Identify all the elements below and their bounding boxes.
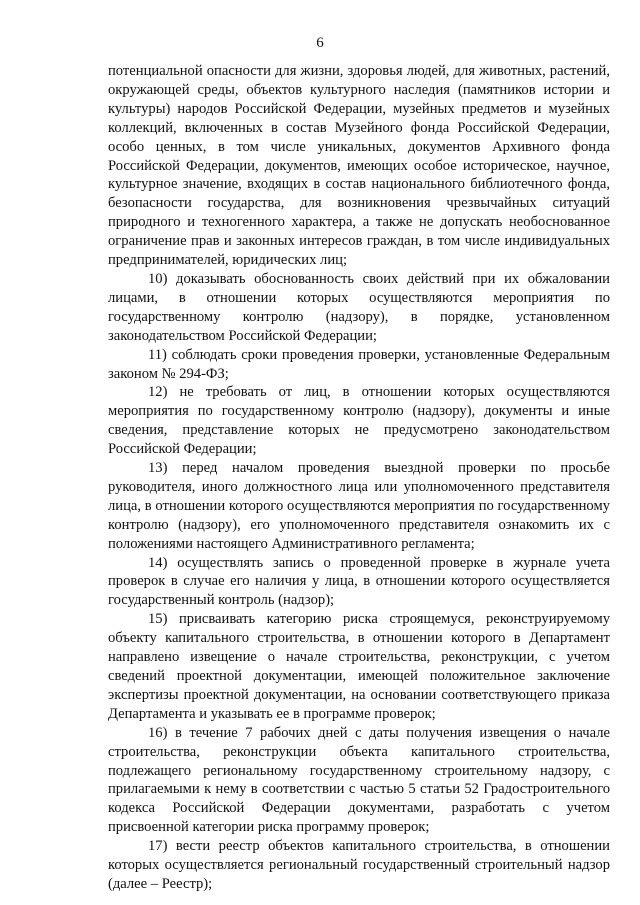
paragraph-item-16: 16) в течение 7 рабочих дней с даты получения извещения о начале строительства, реконструкции объекта капитального строительства, подлежащего региональному государственному строительному надзору, с прилагаемыми к нему в соответствии с частью 5 статьи 52 Градостроительного кодекса Российской Федерации документами, разработать с учетом присвоенной категории риска программу проверок; <box>108 724 610 836</box>
paragraph-item-14: 14) осуществлять запись о проведенной проверке в журнале учета проверок в случае его наличия у лица, в отношении которого осуществляется государственный контроль (надзор); <box>108 554 610 609</box>
paragraph-continuation: потенциальной опасности для жизни, здоровья людей, для животных, растений, окружающей среды, объектов культурного наследия (памятников истории и культуры) народов Российской Федерации, музейных предметов и музейных коллекций, включенных в состав Музейного фонда Российской Федерации, особо ценных, в том числе уникальных, документов Архивного фонда Российской Федерации, документов, имеющих особое историческое, научное, культурное значение, входящих в состав национального библиотечного фонда, безопасности государства, для возникновения чрезвычайных ситуаций природного и техногенного характера, а также не допускать необоснованное ограничение прав и законных интересов граждан, в том числе индивидуальных предпринимателей, юридических лиц; <box>108 63 610 269</box>
paragraph-item-11: 11) соблюдать сроки проведения проверки, установленные Федеральным законом № 294-ФЗ; <box>108 346 610 382</box>
paragraph-item-13: 13) перед началом проведения выездной проверки по просьбе руководителя, иного должностного лица или уполномоченного представителя лица, в отношении которого осуществляются мероприятия по государственному контролю (надзору), его уполномоченного представителя ознакомить их с положениями настоящего Административного регламента; <box>108 460 610 552</box>
paragraph-item-17: 17) вести реестр объектов капитального строительства, в отношении которых осуществляется региональный государственный строительный надзор (далее – Реестр); <box>108 838 610 892</box>
page-number: 6 <box>316 35 324 51</box>
paragraph-item-15: 15) присваивать категорию риска строящемуся, реконструируемому объекту капитального строительства, в отношении которого в Департамент направлено извещение о начале строительства, реконструкции, с учетом сведений проектной документации, имеющей положительное заключение экспертизы проектной документации, на основании соответствующего приказа Департамента и указывать ее в программе проверок; <box>108 611 610 722</box>
paragraph-item-12: 12) не требовать от лиц, в отношении которых осуществляются мероприятия по государственному контролю (надзору), документы и иные сведения, представление которых не предусмотрено законодательством Российской Федерации; <box>108 384 610 458</box>
paragraph-item-10: 10) доказывать обоснованность своих действий при их обжаловании лицами, в отношении которых осуществляются мероприятия по государственному контролю (надзору), в порядке, установленном законодательством Российской Федерации; <box>108 270 610 344</box>
document-body <box>108 62 610 894</box>
